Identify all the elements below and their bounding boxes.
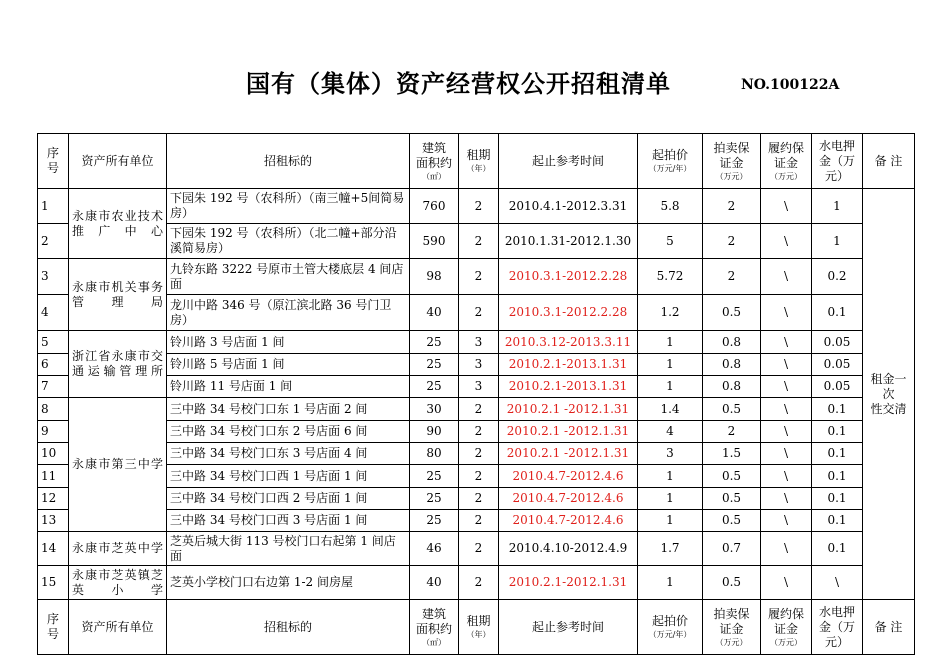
cell-seq: 6: [38, 354, 69, 376]
cell-area: 40: [410, 295, 459, 331]
cell-seq: 4: [38, 295, 69, 331]
header-target-label: 招租标的: [263, 619, 312, 634]
cell-period: 2010.3.1-2012.2.28: [499, 295, 638, 331]
cell-area: 25: [410, 331, 459, 354]
cell-period: 2010.2.1-2012.1.31: [499, 566, 638, 600]
header-auction-deposit-label: 拍卖保 证金: [713, 606, 750, 636]
cell-auction-deposit: 0.8: [703, 376, 761, 398]
cell-utility-deposit: 0.1: [812, 488, 863, 510]
cell-seq: 3: [38, 259, 69, 295]
cell-target: 三中路 34 号校门口东 1 号店面 2 间: [167, 398, 410, 421]
cell-price: 5.8: [638, 189, 703, 224]
cell-auction-deposit: 0.5: [703, 465, 761, 488]
cell-performance-deposit: \: [761, 189, 812, 224]
cell-seq: 12: [38, 488, 69, 510]
cell-term: 3: [459, 354, 499, 376]
cell-owner: 永康市机关事务管理局: [69, 259, 167, 331]
cell-price: 1: [638, 354, 703, 376]
cell-area: 98: [410, 259, 459, 295]
cell-area: 25: [410, 354, 459, 376]
cell-auction-deposit: 1.5: [703, 443, 761, 465]
cell-owner: 永康市农业技术推广中心: [69, 189, 167, 259]
lease-table: [37, 133, 915, 655]
cell-auction-deposit: 0.8: [703, 331, 761, 354]
header-row: [38, 134, 915, 189]
cell-term: 3: [459, 376, 499, 398]
table-row: [38, 376, 915, 398]
cell-performance-deposit: \: [761, 398, 812, 421]
header-utility-deposit-label: 水电押 金（万 元）: [818, 604, 855, 649]
cell-seq: 13: [38, 510, 69, 532]
cell-auction-deposit: 2: [703, 224, 761, 259]
cell-seq: 14: [38, 532, 69, 566]
header-performance-deposit-unit: （万元）: [770, 637, 802, 647]
cell-utility-deposit: 1: [812, 224, 863, 259]
cell-price: 1: [638, 566, 703, 600]
table-row: [38, 443, 915, 465]
cell-target: 铃川路 11 号店面 1 间: [167, 376, 410, 398]
header-term: [459, 600, 499, 655]
table-row: [38, 488, 915, 510]
cell-performance-deposit: \: [761, 295, 812, 331]
cell-utility-deposit: 0.2: [812, 259, 863, 295]
cell-auction-deposit: 0.5: [703, 488, 761, 510]
cell-area: 80: [410, 443, 459, 465]
cell-term: 2: [459, 566, 499, 600]
cell-target: 三中路 34 号校门口西 3 号店面 1 间: [167, 510, 410, 532]
cell-period: 2010.2.1-2013.1.31: [499, 376, 638, 398]
cell-price: 5: [638, 224, 703, 259]
cell-utility-deposit: \: [812, 566, 863, 600]
cell-performance-deposit: \: [761, 421, 812, 443]
cell-utility-deposit: 0.05: [812, 376, 863, 398]
table-row: [38, 566, 915, 600]
header-area-label: 建筑 面积约: [415, 140, 452, 170]
header-target-label: 招租标的: [263, 153, 312, 168]
cell-auction-deposit: 0.5: [703, 295, 761, 331]
table-row: [38, 421, 915, 443]
header-period: [499, 134, 638, 189]
header-area: [410, 134, 459, 189]
header-price-unit: （万元/年）: [648, 630, 692, 639]
header-area: [410, 600, 459, 655]
cell-period: 2010.2.1 -2012.1.31: [499, 443, 638, 465]
cell-seq: 15: [38, 566, 69, 600]
cell-period: 2010.2.1 -2012.1.31: [499, 421, 638, 443]
table-body: [38, 134, 915, 655]
cell-target: 铃川路 5 号店面 1 间: [167, 354, 410, 376]
cell-target: 芝英小学校门口右边第 1-2 间房屋: [167, 566, 410, 600]
header-owner: [69, 134, 167, 189]
header-utility-deposit: [812, 600, 863, 655]
cell-price: 5.72: [638, 259, 703, 295]
cell-owner: 浙江省永康市交通运输管理所: [69, 331, 167, 398]
cell-period: 2010.3.12-2013.3.11: [499, 331, 638, 354]
table-row: [38, 510, 915, 532]
cell-auction-deposit: 2: [703, 421, 761, 443]
cell-target: 三中路 34 号校门口东 3 号店面 4 间: [167, 443, 410, 465]
cell-price: 4: [638, 421, 703, 443]
cell-area: 590: [410, 224, 459, 259]
cell-term: 2: [459, 259, 499, 295]
cell-auction-deposit: 0.5: [703, 566, 761, 600]
header-performance-deposit: [761, 134, 812, 189]
header-seq: [38, 600, 69, 655]
header-period: [499, 600, 638, 655]
cell-owner: 永康市芝英中学: [69, 532, 167, 566]
cell-owner: 永康市第三中学: [69, 398, 167, 532]
header-utility-deposit-label: 水电押 金（万 元）: [818, 138, 855, 183]
cell-target: 九铃东路 3222 号原市土管大楼底层 4 间店面: [167, 259, 410, 295]
table-row: [38, 259, 915, 295]
table-row: [38, 331, 915, 354]
cell-price: 1: [638, 331, 703, 354]
cell-seq: 9: [38, 421, 69, 443]
cell-seq: 7: [38, 376, 69, 398]
header-target: [167, 134, 410, 189]
header-auction-deposit: [703, 134, 761, 189]
table-row: [38, 295, 915, 331]
cell-auction-deposit: 0.5: [703, 398, 761, 421]
header-utility-deposit: [812, 134, 863, 189]
cell-area: 25: [410, 465, 459, 488]
cell-area: 25: [410, 510, 459, 532]
cell-period: 2010.4.7-2012.4.6: [499, 488, 638, 510]
cell-utility-deposit: 0.1: [812, 510, 863, 532]
header-seq: [38, 134, 69, 189]
cell-utility-deposit: 0.1: [812, 421, 863, 443]
cell-term: 2: [459, 189, 499, 224]
cell-term: 2: [459, 532, 499, 566]
cell-period: 2010.2.1-2013.1.31: [499, 354, 638, 376]
cell-seq: 10: [38, 443, 69, 465]
cell-term: 2: [459, 295, 499, 331]
cell-performance-deposit: \: [761, 443, 812, 465]
cell-price: 1: [638, 465, 703, 488]
header-remark: [863, 600, 915, 655]
header-auction-deposit-unit: （万元）: [715, 637, 748, 647]
header-performance-deposit: [761, 600, 812, 655]
cell-term: 2: [459, 443, 499, 465]
cell-term: 2: [459, 465, 499, 488]
cell-area: 760: [410, 189, 459, 224]
cell-period: 2010.4.10-2012.4.9: [499, 532, 638, 566]
header-remark: [863, 134, 915, 189]
header-price-label: 起拍价: [651, 148, 688, 162]
cell-target: 下园朱 192 号（农科所）（北二幢+部分沿溪简易房）: [167, 224, 410, 259]
cell-utility-deposit: 0.05: [812, 354, 863, 376]
cell-auction-deposit: 0.7: [703, 532, 761, 566]
cell-utility-deposit: 1: [812, 189, 863, 224]
cell-price: 1.2: [638, 295, 703, 331]
cell-period: 2010.3.1-2012.2.28: [499, 259, 638, 295]
header-owner: [69, 600, 167, 655]
cell-target: 龙川中路 346 号（原江滨北路 36 号门卫房）: [167, 295, 410, 331]
cell-performance-deposit: \: [761, 566, 812, 600]
cell-target: 下园朱 192 号（农科所）（南三幢+5间简易房）: [167, 189, 410, 224]
cell-remark: 租金一次 性交清: [863, 189, 915, 600]
cell-seq: 5: [38, 331, 69, 354]
cell-seq: 11: [38, 465, 69, 488]
cell-seq: 1: [38, 189, 69, 224]
cell-area: 40: [410, 566, 459, 600]
header-target: [167, 600, 410, 655]
cell-price: 1: [638, 510, 703, 532]
cell-term: 3: [459, 331, 499, 354]
header-performance-deposit-label: 履约保 证金: [767, 140, 804, 170]
header-performance-deposit-unit: （万元）: [770, 171, 802, 181]
cell-period: 2010.2.1 -2012.1.31: [499, 398, 638, 421]
cell-area: 90: [410, 421, 459, 443]
document-number: NO.100122A: [741, 77, 840, 93]
header-auction-deposit-unit: （万元）: [715, 171, 748, 181]
cell-price: 1: [638, 376, 703, 398]
cell-performance-deposit: \: [761, 331, 812, 354]
cell-performance-deposit: \: [761, 259, 812, 295]
header-term-unit: （年）: [466, 164, 491, 173]
header-area-label: 建筑 面积约: [415, 606, 452, 636]
header-term-unit: （年）: [466, 630, 491, 639]
cell-price: 3: [638, 443, 703, 465]
cell-area: 30: [410, 398, 459, 421]
cell-utility-deposit: 0.1: [812, 295, 863, 331]
header-area-unit: （㎡）: [422, 171, 446, 181]
cell-utility-deposit: 0.1: [812, 398, 863, 421]
cell-period: 2010.1.31-2012.1.30: [499, 224, 638, 259]
cell-area: 46: [410, 532, 459, 566]
cell-auction-deposit: 0.8: [703, 354, 761, 376]
cell-seq: 8: [38, 398, 69, 421]
cell-utility-deposit: 0.1: [812, 443, 863, 465]
cell-utility-deposit: 0.05: [812, 331, 863, 354]
page-title: 国有（集体）资产经营权公开招租清单: [246, 70, 671, 98]
table-row: [38, 189, 915, 224]
cell-target: 芝英后城大街 113 号校门口右起第 1 间店面: [167, 532, 410, 566]
cell-auction-deposit: 2: [703, 259, 761, 295]
cell-price: 1: [638, 488, 703, 510]
cell-performance-deposit: \: [761, 376, 812, 398]
cell-term: 2: [459, 510, 499, 532]
cell-price: 1.4: [638, 398, 703, 421]
cell-target: 铃川路 3 号店面 1 间: [167, 331, 410, 354]
header-remark-label: 备 注: [874, 153, 903, 168]
cell-target: 三中路 34 号校门口西 1 号店面 1 间: [167, 465, 410, 488]
header-price: [638, 600, 703, 655]
header-period-label: 起止参考时间: [531, 153, 604, 168]
cell-term: 2: [459, 421, 499, 443]
cell-performance-deposit: \: [761, 510, 812, 532]
header-seq-label: 序 号: [46, 612, 59, 641]
cell-price: 1.7: [638, 532, 703, 566]
header-price-label: 起拍价: [651, 614, 688, 628]
cell-utility-deposit: 0.1: [812, 532, 863, 566]
cell-performance-deposit: \: [761, 354, 812, 376]
header-area-unit: （㎡）: [422, 637, 446, 647]
header-performance-deposit-label: 履约保 证金: [767, 606, 804, 636]
cell-performance-deposit: \: [761, 465, 812, 488]
header-auction-deposit-label: 拍卖保 证金: [713, 140, 750, 170]
table-row: [38, 532, 915, 566]
cell-period: 2010.4.1-2012.3.31: [499, 189, 638, 224]
table-row: [38, 465, 915, 488]
cell-performance-deposit: \: [761, 224, 812, 259]
header-remark-label: 备 注: [874, 619, 903, 634]
cell-term: 2: [459, 398, 499, 421]
table-row: [38, 224, 915, 259]
cell-period: 2010.4.7-2012.4.6: [499, 465, 638, 488]
header-term-label: 租期: [466, 148, 491, 162]
cell-owner: 永康市芝英镇芝英小学: [69, 566, 167, 600]
header-term: [459, 134, 499, 189]
cell-utility-deposit: 0.1: [812, 465, 863, 488]
table-row: [38, 354, 915, 376]
cell-performance-deposit: \: [761, 532, 812, 566]
header-price-unit: （万元/年）: [648, 164, 692, 173]
cell-period: 2010.4.7-2012.4.6: [499, 510, 638, 532]
header-price: [638, 134, 703, 189]
header-seq-label: 序 号: [46, 146, 59, 175]
cell-area: 25: [410, 376, 459, 398]
cell-auction-deposit: 2: [703, 189, 761, 224]
cell-term: 2: [459, 224, 499, 259]
cell-target: 三中路 34 号校门口东 2 号店面 6 间: [167, 421, 410, 443]
header-term-label: 租期: [466, 614, 491, 628]
header-period-label: 起止参考时间: [531, 619, 604, 634]
table-row: [38, 398, 915, 421]
cell-area: 25: [410, 488, 459, 510]
cell-performance-deposit: \: [761, 488, 812, 510]
header-owner-label: 资产所有单位: [81, 619, 154, 634]
cell-target: 三中路 34 号校门口西 2 号店面 1 间: [167, 488, 410, 510]
cell-seq: 2: [38, 224, 69, 259]
header-owner-label: 资产所有单位: [81, 153, 154, 168]
footer-header-row: [38, 600, 915, 655]
header-auction-deposit: [703, 600, 761, 655]
cell-term: 2: [459, 488, 499, 510]
cell-auction-deposit: 0.5: [703, 510, 761, 532]
